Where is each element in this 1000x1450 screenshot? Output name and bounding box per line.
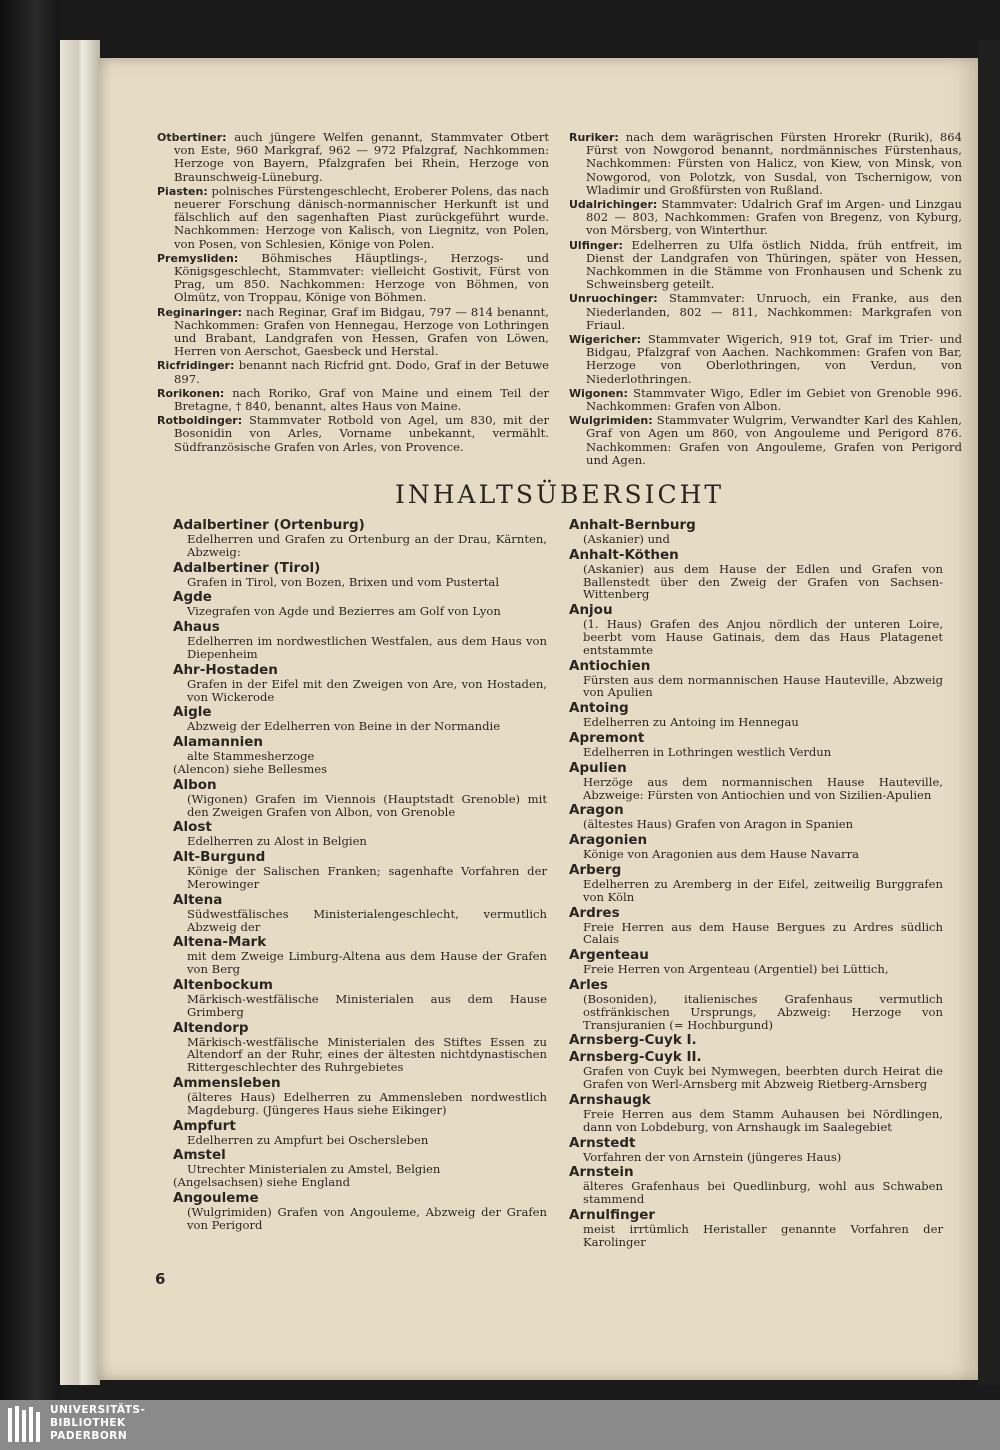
glossary-text: Stammvater Rotbold von Agel, um 830, mit der Bosonidin von Arles, Vorname unbekannt, vermählt. Südfranzösische Grafen von Arles, von Provence. xyxy=(174,413,549,454)
index-entry-name: Ahr-Hostaden xyxy=(173,661,278,678)
index-entry-description: Märkisch-westfälische Ministerialen aus dem Hause Grimberg xyxy=(187,991,547,1019)
index-entry-description: Edelherren und Grafen zu Ortenburg an der Drau, Kärnten, Abzweig: xyxy=(187,532,547,559)
index-entry-description: Freie Herren aus dem Stamm Auhausen bei Nördlingen, dann von Lobdeburg, von Arnshaugk im Saalegebiet xyxy=(583,1106,943,1134)
index-entry-description: Fürsten aus dem normannischen Hause Hauteville, Abzweig von Apulien xyxy=(583,672,943,700)
library-name-line3: PADERBORN xyxy=(50,1430,128,1442)
index-entry-description: Vorfahren der von Arnstein (jüngeres Haus) xyxy=(583,1149,842,1164)
index-entry-name: Alost xyxy=(173,819,212,836)
index-entry-description: älteres Grafenhaus bei Quedlinburg, wohl aus Schwaben stammend xyxy=(583,1179,943,1207)
index-entry-description: Freie Herren von Argenteau (Argentiel) bei Lüttich, xyxy=(583,962,889,977)
glossary-term: Udalrichinger: xyxy=(569,198,658,212)
index-entry-name: Anhalt-Bernburg xyxy=(569,517,696,533)
glossary-term: Premysliden: xyxy=(157,251,239,265)
index-entry-description: Edelherren im nordwestlichen Westfalen, aus dem Haus von Diepenheim xyxy=(187,634,547,661)
index-entry-name: Albon xyxy=(173,776,217,793)
glossary-entry xyxy=(157,131,549,184)
index-entry-description: Südwestfälisches Ministerialengeschlecht, vermutlich Abzweig der xyxy=(187,906,547,934)
glossary-text: polnisches Fürstengeschlecht, Eroberer Polens, das nach neuerer Forschung dänisch-normannischer Herkunft ist und fälschlich auf den sagenhaften Piast zurückgeführt wurde. Nachkommen: Herzoge von Kalisch, von Liegnitz, von Polen, von Posen, von Schlesien, Könige von Polen. xyxy=(174,183,550,251)
index-entry-name: Apulien xyxy=(569,759,627,776)
glossary-entry xyxy=(157,414,549,454)
glossary-term: Unruochinger: xyxy=(569,292,658,306)
glossary-entry xyxy=(569,239,962,292)
index-entry-name: Antiochien xyxy=(569,657,651,674)
library-name xyxy=(50,1404,145,1443)
index-entry-name: Arnsberg-Cuyk I. xyxy=(569,1032,697,1049)
index-entry-name: Altena xyxy=(173,891,223,908)
glossary-entry xyxy=(569,333,962,386)
index-entry-description: meist irrtümlich Heristaller genannte Vorfahren der Karolinger xyxy=(583,1221,943,1249)
glossary-text: nach dem warägrischen Fürsten Hrorekr (Rurik), 864 Fürst von Nowgorod benannt, nordmännisches Fürstenhaus, Nachkommen: Fürsten von Halicz, von Kiew, von Minsk, von Nowgorod, von Polotzk, von Susdal, von Tschernigow, von Wladimir und Großfürsten von Rußland. xyxy=(586,130,962,197)
background-strip xyxy=(978,40,1000,1385)
glossary-entry xyxy=(157,359,549,385)
glossary-text: nach Reginar, Graf im Bidgau, 797 — 814 benannt, Nachkommen: Grafen von Hennegau, Herzoge von Lothringen und Brabant, Landgrafen von Hessen, Grafen von Löwen, Herren von Aerschot, Gaesbeck und Herstal. xyxy=(174,304,549,359)
index-entry-description: Könige der Salischen Franken; sagenhafte Vorfahren der Merowinger xyxy=(187,864,547,891)
glossary-column-left xyxy=(157,131,549,455)
index-entry-description: Märkisch-westfälische Ministerialen des Stiftes Essen zu Altendorf an der Ruhr, eines der ältesten nichtdynastischen Rittergeschlechter des Ruhrgebietes xyxy=(187,1034,547,1075)
index-entry-name: Arnshaugk xyxy=(569,1091,651,1108)
index-entry-name: Amstel xyxy=(173,1147,226,1164)
index-entry-description: Könige von Aragonien aus dem Hause Navarra xyxy=(583,847,860,862)
glossary-entry xyxy=(157,306,549,359)
index-entry-name: Alt-Burgund xyxy=(173,849,266,866)
index-entry-name: Aigle xyxy=(173,704,212,721)
index-entry-name: Ampfurt xyxy=(173,1117,236,1134)
index-entry-name: Adalbertiner (Ortenburg) xyxy=(173,517,365,533)
glossary-column-right xyxy=(569,131,962,468)
glossary-term: Ricfridinger: xyxy=(157,359,235,373)
book-binding xyxy=(0,0,60,1400)
glossary-text: Stammvater Wigerich, 919 tot, Graf im Trier- und Bidgau, Pfalzgraf von Aachen. Nachkommen: Grafen von Bar, Herzoge von Oberlothringen, von Verdun, von Niederlothringen. xyxy=(586,332,963,386)
glossary-term: Otbertiner: xyxy=(157,131,227,144)
index-entry-name: Arnstein xyxy=(569,1164,634,1181)
index-entry-name: Ammensleben xyxy=(173,1074,281,1091)
glossary-entry xyxy=(157,185,549,251)
index-entry-description: Grafen in der Eifel mit den Zweigen von Are, von Hostaden, von Wickerode xyxy=(187,676,547,704)
index-entry-name: Anhalt-Köthen xyxy=(569,546,679,563)
glossary-term: Ulfinger: xyxy=(569,238,623,252)
index-entry-description: Vizegrafen von Agde und Bezierres am Golf von Lyon xyxy=(187,604,501,619)
glossary-text: Stammvater: Unruoch, ein Franke, aus den Niederlanden, 802 — 811, Nachkommen: Markgrafen von Friaul. xyxy=(586,291,962,332)
index-entry-description: (ältestes Haus) Grafen von Aragon in Spanien xyxy=(583,817,854,832)
glossary-entry xyxy=(569,414,962,467)
index-entry-description: Edelherren zu Ampfurt bei Oschersleben xyxy=(187,1132,429,1147)
index-entry-name: Altenbockum xyxy=(173,976,273,993)
index-entry-description: alte Stammesherzoge xyxy=(187,749,315,764)
index-entry-description: mit dem Zweige Limburg-Altena aus dem Hause der Grafen von Berg xyxy=(187,949,547,977)
glossary-text: benannt nach Ricfrid gnt. Dodo, Graf in der Betuwe 897. xyxy=(174,358,549,386)
index-entry-name: Aragonien xyxy=(569,832,648,849)
index-entry-name: Arnsberg-Cuyk II. xyxy=(569,1049,702,1066)
library-footer xyxy=(0,1400,1000,1450)
library-name-line1: UNIVERSITÄTS- xyxy=(50,1404,146,1416)
index-column-right xyxy=(569,516,943,1249)
index-entry-description: Herzöge aus dem normannischen Hause Hauteville, Abzweige: Fürsten von Antiochien und von Sizilien-Apulien xyxy=(583,774,943,802)
index-entry-name: Angouleme xyxy=(173,1189,259,1206)
glossary-entry xyxy=(569,198,962,238)
glossary-entry xyxy=(569,387,962,413)
index-entry-description: Edelherren in Lothringen westlich Verdun xyxy=(583,744,832,759)
glossary-term: Piasten: xyxy=(157,184,208,198)
glossary-entry xyxy=(569,292,962,332)
index-entry-description: (Wulgrimiden) Grafen von Angouleme, Abzweig der Grafen von Perigord xyxy=(187,1204,547,1232)
index-entry-name: Agde xyxy=(173,589,212,606)
index-entry-description: Utrechter Ministerialen zu Amstel, Belgien xyxy=(187,1162,441,1177)
glossary-text: auch jüngere Welfen genannt, Stammvater Otbert von Este, 960 Markgraf, 962 — 972 Pfalzgraf, Nachkommen: Herzoge von Bayern, Pfalzgrafen bei Rhein, Herzoge von Braunschweig-Lüneburg. xyxy=(174,130,549,184)
glossary-entry xyxy=(157,387,549,413)
glossary-entry xyxy=(157,252,549,305)
glossary-term: Rotboldinger: xyxy=(157,414,243,428)
index-cross-reference: (Alencon) siehe Bellesmes xyxy=(173,761,328,776)
library-name-line2: BIBLIOTHEK xyxy=(50,1417,126,1429)
index-entry-description: Edelherren zu Aremberg in der Eifel, zeitweilig Burggrafen von Köln xyxy=(583,876,943,904)
index-entry-name: Apremont xyxy=(569,729,645,746)
page-number: 6 xyxy=(155,1270,166,1288)
glossary-term: Wigericher: xyxy=(569,333,642,347)
glossary-entry xyxy=(569,131,962,197)
index-entry-name: Altena-Mark xyxy=(173,934,267,951)
index-cross-reference: (Angelsachsen) siehe England xyxy=(173,1175,351,1190)
library-logo-icon xyxy=(6,1404,44,1446)
index-entry-name: Altendorp xyxy=(173,1019,249,1036)
index-entry-description: (älteres Haus) Edelherren zu Ammensleben nordwestlich Magdeburg. (Jüngeres Haus siehe Eikinger) xyxy=(187,1089,547,1117)
index-entry-description: (1. Haus) Grafen des Anjou nördlich der unteren Loire, beerbt vom Hause Gatinais, dem das Haus Platagenet entstammte xyxy=(583,617,943,657)
index-entry-name: Antoing xyxy=(569,700,629,717)
glossary-term: Ruriker: xyxy=(569,131,619,144)
index-entry-description: Freie Herren aus dem Hause Bergues zu Ardres südlich Calais xyxy=(583,919,943,947)
glossary-term: Wigonen: xyxy=(569,386,628,400)
index-entry-name: Anjou xyxy=(569,602,613,619)
index-entry-description: Edelherren zu Alost in Belgien xyxy=(187,834,367,849)
index-entry-name: Argenteau xyxy=(569,947,649,964)
index-entry-name: Ahaus xyxy=(173,619,220,636)
glossary-term: Reginaringer: xyxy=(157,305,243,319)
index-entry-description: (Askanier) und xyxy=(583,532,670,546)
glossary-term: Rorikonen: xyxy=(157,386,225,400)
index-entry-name: Adalbertiner (Tirol) xyxy=(173,559,321,576)
index-entry-description: (Bosoniden), italienisches Grafenhaus vermutlich ostfränkischen Ursprungs, Abzweig: Herzoge von Transjuranien (= Hochburgund) xyxy=(583,991,943,1032)
glossary-term: Wulgrimiden: xyxy=(569,414,653,428)
glossary-text: Böhmisches Häuptlings-, Herzogs- und Königsgeschlecht, Stammvater: vielleicht Gostivit, Fürst von Prag, um 850. Nachkommen: Herzoge von Böhmen, von Olmütz, von Troppau, Könige von Böhmen. xyxy=(174,250,550,305)
glossary-text: nach Roriko, Graf von Maine und einem Teil der Bretagne, † 840, benannt, altes Haus von Maine. xyxy=(174,385,549,414)
index-entry-name: Arles xyxy=(569,976,608,993)
index-entry-description: Edelherren zu Antoing im Hennegau xyxy=(583,715,799,730)
index-entry-name: Ardres xyxy=(569,904,620,921)
glossary-text: Stammvater Wigo, Edler im Gebiet von Grenoble 996. Nachkommen: Grafen von Albon. xyxy=(586,385,962,414)
index-entry-description: Grafen in Tirol, von Bozen, Brixen und vom Pustertal xyxy=(187,574,500,589)
section-heading: INHALTSÜBERSICHT xyxy=(395,480,725,509)
index-entry-description: Abzweig der Edelherren von Beine in der Normandie xyxy=(187,719,501,734)
page-edges xyxy=(60,40,100,1385)
glossary-text: Stammvater: Udalrich Graf im Argen- und Linzgau 802 — 803, Nachkommen: Grafen von Bregenz, von Kyburg, von Mörsberg, von Winterthur. xyxy=(586,197,962,238)
glossary-text: Stammvater Wulgrim, Verwandter Karl des Kahlen, Graf von Agen um 860, von Angouleme und Perigord 876. Nachkommen: Grafen von Angouleme, Grafen von Perigord und Agen. xyxy=(586,413,962,467)
index-entry-description: (Wigonen) Grafen im Viennois (Hauptstadt Grenoble) mit den Zweigen Grafen von Albon, von Grenoble xyxy=(187,791,547,819)
index-entry-name: Aragon xyxy=(569,802,624,819)
index-entry-name: Arnulfinger xyxy=(569,1206,656,1223)
index-entry-name: Arnstedt xyxy=(569,1134,636,1151)
index-column-left xyxy=(173,516,547,1232)
index-entry-description: Grafen von Cuyk bei Nymwegen, beerbten durch Heirat die Grafen von Werl-Arnsberg mit Abzweig Rietberg-Arnsberg xyxy=(583,1064,943,1092)
index-entry-description: (Askanier) aus dem Hause der Edlen und Grafen von Ballenstedt über den Zweig der Grafen von Sachsen-Wittenberg xyxy=(583,561,943,602)
index-entry-name: Alamannien xyxy=(173,734,263,751)
glossary-text: Edelherren zu Ulfa östlich Nidda, früh entfreit, im Dienst der Landgrafen von Thüringen, später von Hessen, Nachkommen in die Stämme von Fronhausen und Schenk zu Schweinsberg geteilt. xyxy=(586,237,962,292)
index-entry-name: Arberg xyxy=(569,861,622,878)
